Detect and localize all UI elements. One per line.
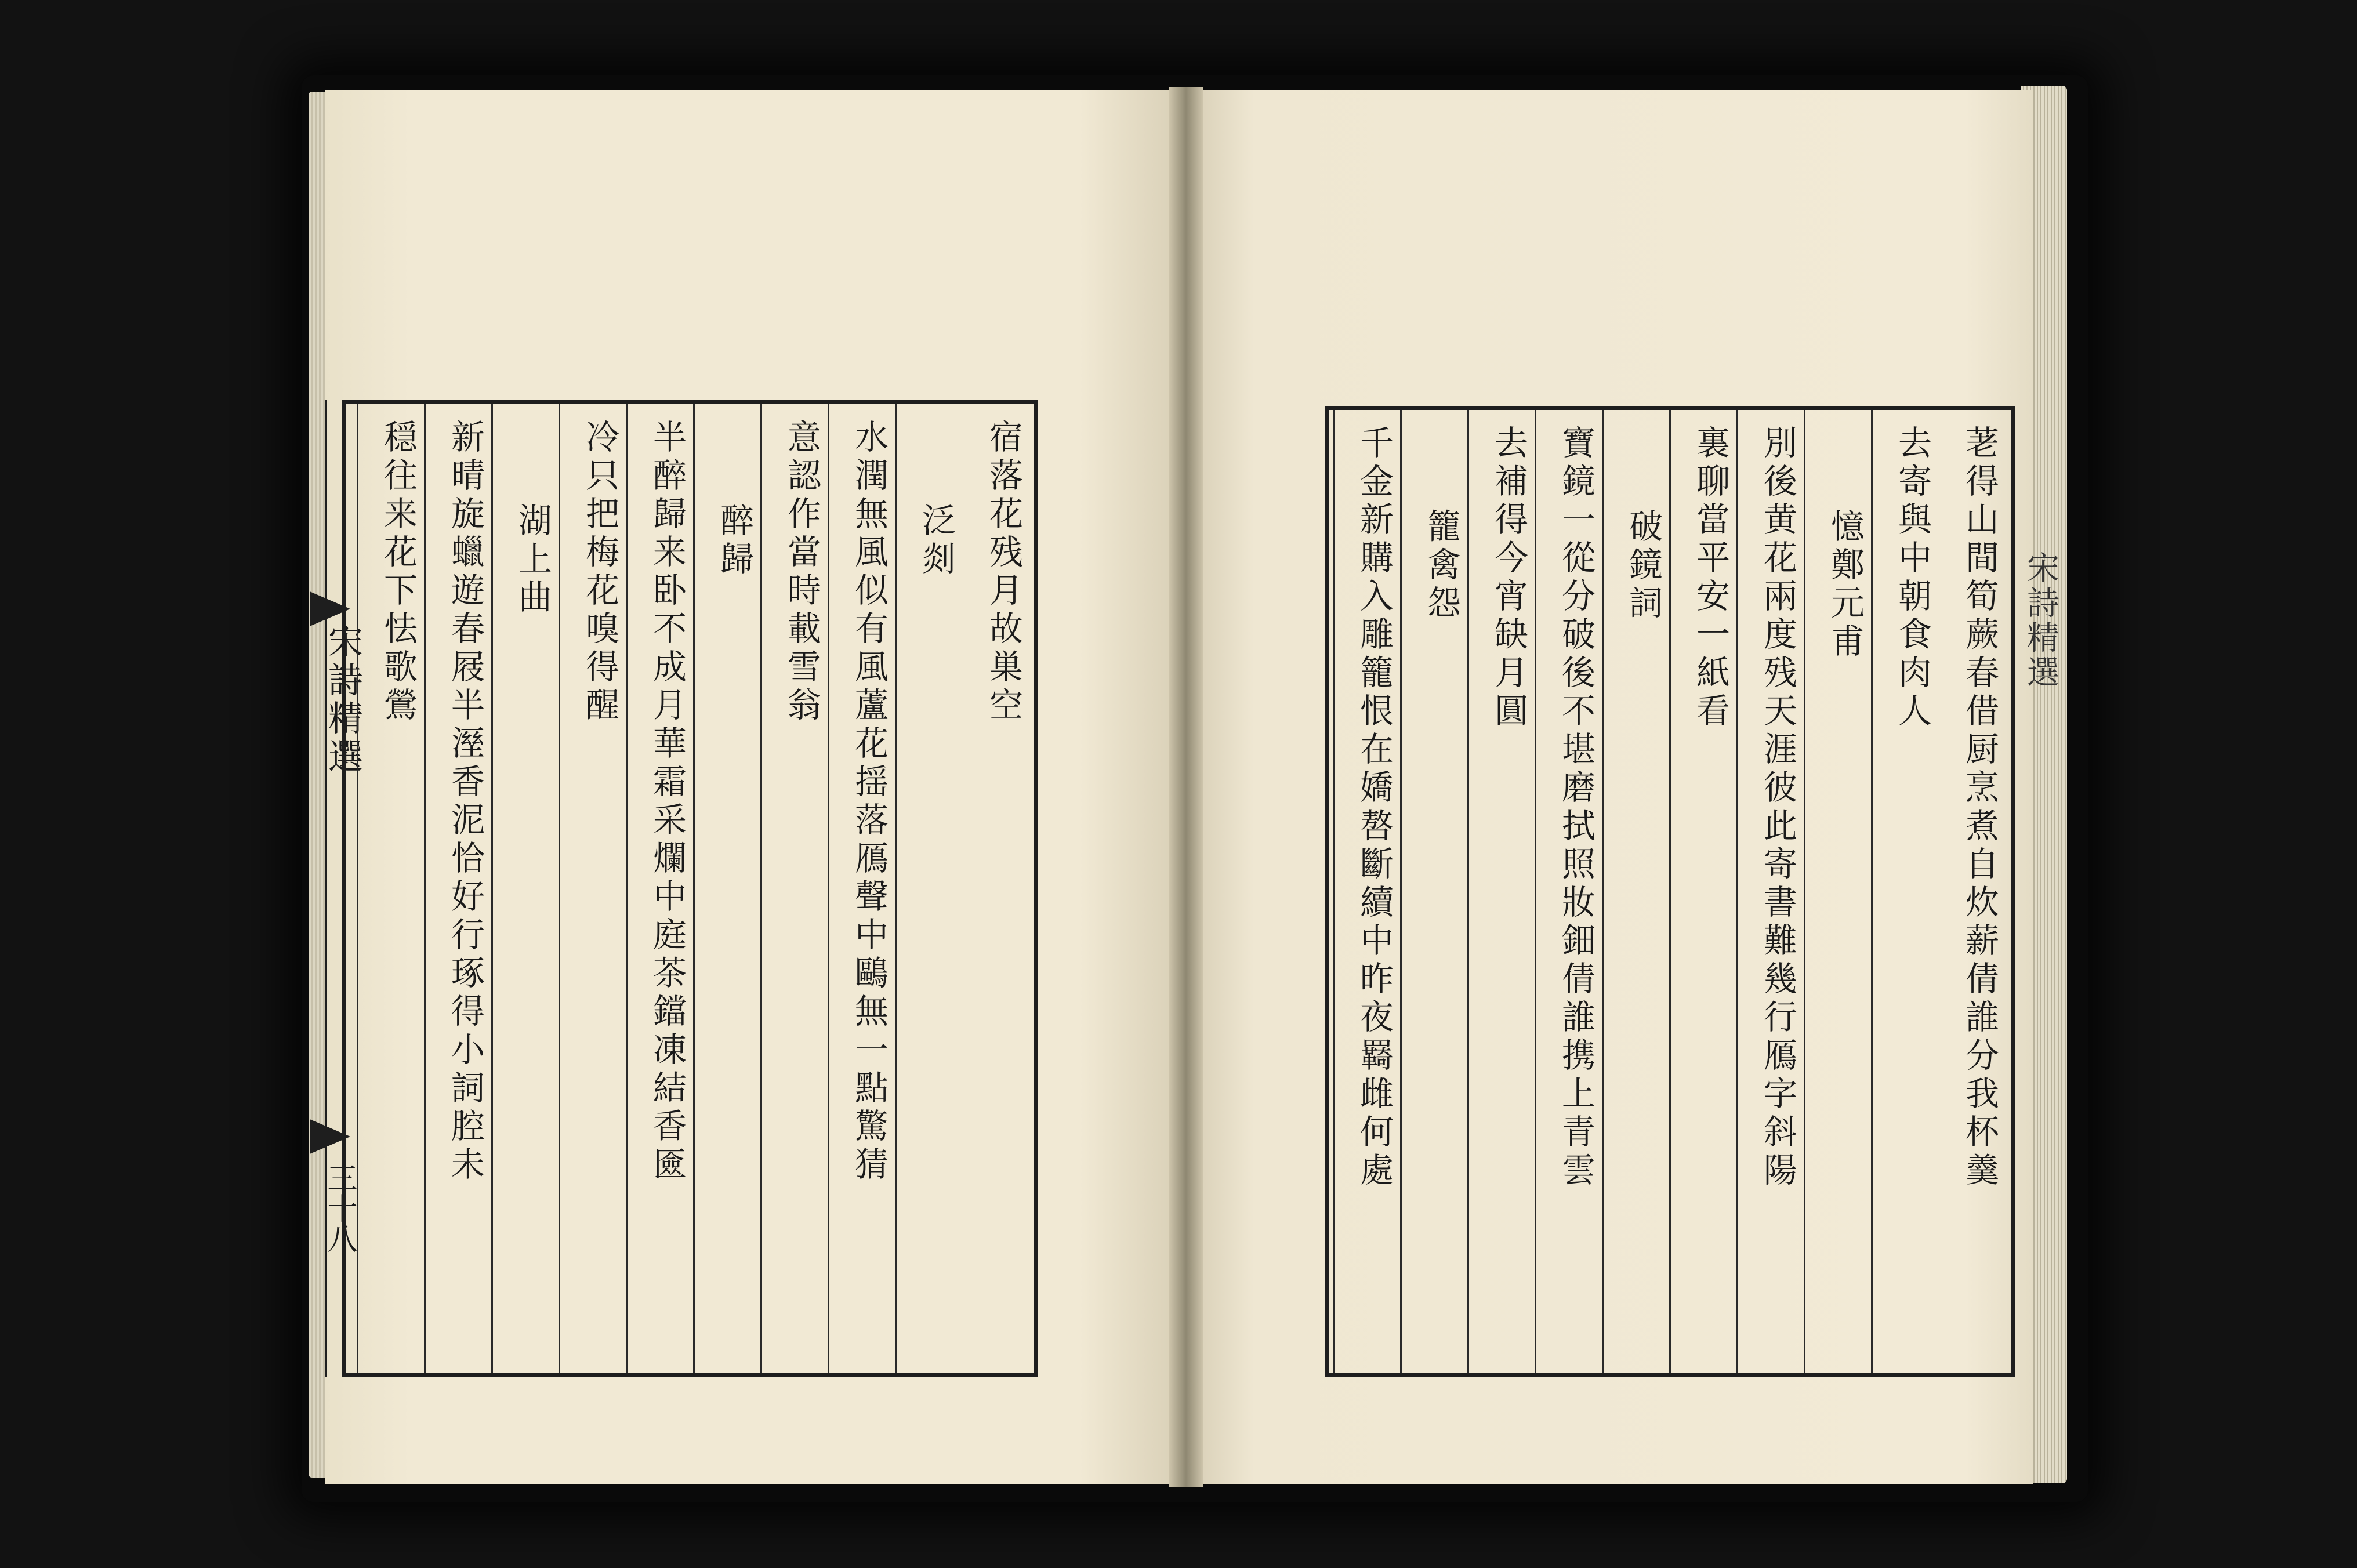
column-text: 去補得今宵缺月圓 xyxy=(1489,425,1528,731)
left-column-4 xyxy=(760,404,828,1373)
left-column-7 xyxy=(559,404,626,1373)
column-text: 千金新購入雕籠恨在嬌嗸斷續中昨夜羇雌何處 xyxy=(1354,425,1394,1190)
left-text-frame xyxy=(342,400,1038,1377)
column-text: 去寄與中朝食肉人 xyxy=(1892,425,1932,731)
column-text: 水潤無風似有風蘆花揺落鴈聲中鷗無一點驚猜 xyxy=(849,419,889,1185)
left-column-3 xyxy=(828,404,895,1373)
column-text: 半醉歸来卧不成月華霜采爛中庭茶鐺凍結香匳 xyxy=(647,419,687,1185)
left-column-8 xyxy=(491,404,559,1373)
left-column-1 xyxy=(962,404,1029,1373)
book-gutter xyxy=(1169,87,1203,1487)
column-text: 寶鏡一從分破後不堪磨拭照妝鈿倩誰携上青雲 xyxy=(1556,425,1595,1190)
right-column-7 xyxy=(1535,410,1602,1373)
right-column-9 xyxy=(1400,410,1467,1373)
column-text: 穏往来花下怯歌鶯 xyxy=(378,419,418,725)
right-column-1 xyxy=(1938,410,2006,1373)
right-column-6 xyxy=(1602,410,1669,1373)
right-edge-title: 宋詩精選 xyxy=(2022,551,2059,690)
right-column-4 xyxy=(1736,410,1804,1373)
column-text: 破鏡詞 xyxy=(1623,509,1663,623)
right-column-10 xyxy=(1333,410,1400,1373)
left-column-2 xyxy=(895,404,962,1373)
column-text: 泛剡 xyxy=(916,503,956,579)
right-column-2 xyxy=(1871,410,1938,1373)
column-text: 冷只把梅花嗅得醒 xyxy=(580,419,619,725)
column-text: 醉歸 xyxy=(715,503,754,579)
right-column-8 xyxy=(1467,410,1535,1373)
column-text: 裏聊當平安一紙看 xyxy=(1691,425,1730,731)
column-text: 意認作當時載雪翁 xyxy=(782,419,821,725)
left-column-9 xyxy=(424,404,491,1373)
column-text: 湖上曲 xyxy=(513,503,552,618)
column-text: 荖得山間筍蕨春借厨烹煮自炊薪倩誰分我杯羹 xyxy=(1960,425,1999,1190)
margin-title: 宋詩精選 xyxy=(322,623,363,776)
column-text: 宿落花残月故巣空 xyxy=(984,419,1023,725)
left-column-5 xyxy=(693,404,760,1373)
left-column-6 xyxy=(626,404,693,1373)
right-column-3 xyxy=(1804,410,1871,1373)
column-text: 新晴旋蠟遊春屐半溼香泥恰好行琢得小詞腔未 xyxy=(445,419,485,1185)
left-column-10 xyxy=(357,404,424,1373)
column-text: 籠禽怨 xyxy=(1422,509,1461,623)
column-text: 別後黄花兩度残天涯彼此寄書難幾行鴈字斜陽 xyxy=(1758,425,1797,1190)
column-text: 憶鄭元甫 xyxy=(1825,509,1865,662)
right-column-5 xyxy=(1669,410,1736,1373)
right-text-frame xyxy=(1325,406,2015,1377)
margin-page-number: 三十八 xyxy=(322,1163,357,1253)
